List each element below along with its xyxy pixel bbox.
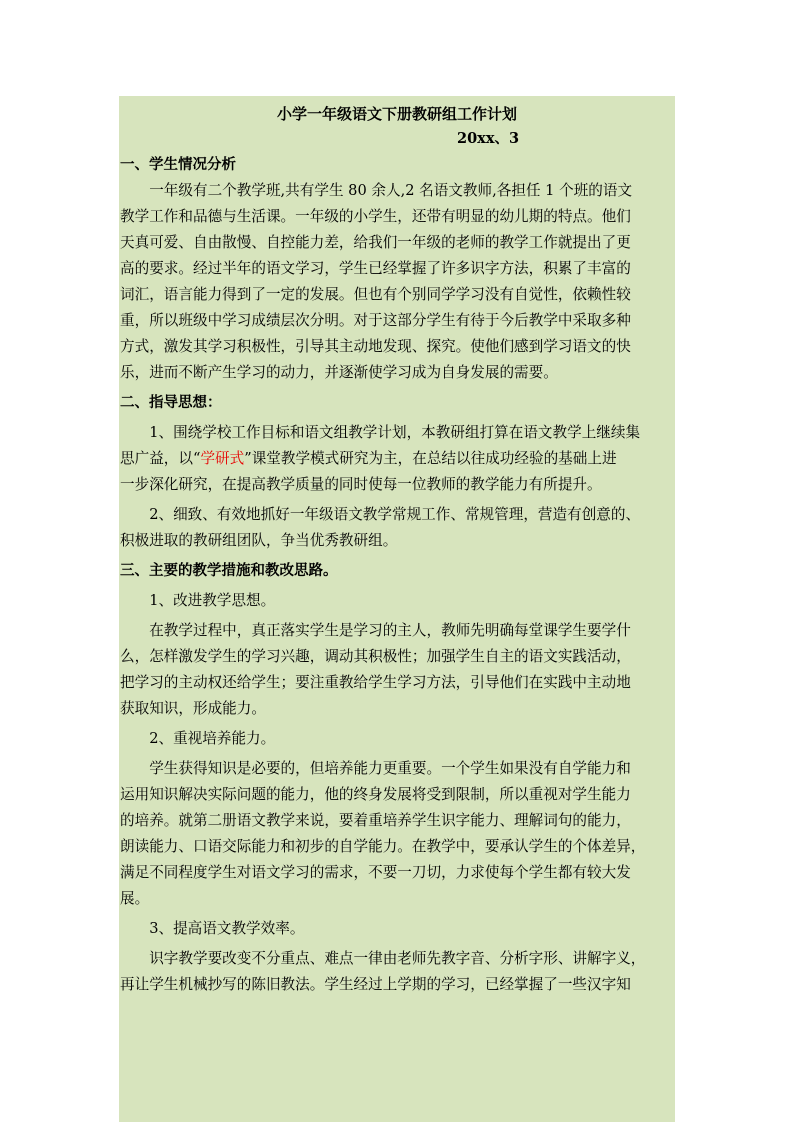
text-fragment: ”课堂教学模式研究为主，在总结以往成功经验的基础上进	[244, 450, 617, 467]
paragraph-line: 么，怎样激发学生的学习兴趣，调动其积极性；加强学生自主的语文实践活动，	[120, 648, 631, 665]
subheading-1: 1、改进教学思想。	[149, 592, 276, 609]
section-heading-2: 二、指导思想：	[120, 394, 222, 411]
section2-item-2	[120, 502, 674, 554]
section-heading-3: 三、主要的教学措施和教改思路。	[120, 562, 338, 579]
paragraph-line: 1、围绕学校工作目标和语文组教学计划，本教研组打算在语文教学上继续集	[149, 424, 641, 441]
section3-paragraph-3	[120, 946, 674, 998]
paragraph-line: 一步深化研究，在提高教学质量的同时使每一位教师的教学能力有所提升。	[120, 476, 602, 493]
paragraph-line: 展。	[120, 890, 150, 907]
paragraph-line: 学生获得知识是必要的，但培养能力更重要。一个学生如果没有自学能力和	[149, 760, 631, 777]
text-fragment: 思广益，以“	[120, 450, 201, 467]
paragraph-line: 一年级有二个教学班,共有学生 80 余人,2 名语文教师,各担任 1 个班的语文	[149, 182, 633, 199]
subheading-3: 3、提高语文教学效率。	[149, 920, 305, 937]
section3-paragraph-2	[120, 756, 674, 912]
paragraph-line: 再让学生机械抄写的陈旧教法。学生经过上学期的学习，已经掌握了一些汉字知	[120, 976, 631, 993]
paragraph-line: 教学工作和品德与生活课。一年级的小学生，还带有明显的幼儿期的特点。他们	[120, 208, 631, 225]
paragraph-line: 获取知识，形成能力。	[120, 700, 266, 717]
paragraph-line: 满足不同程度学生对语文学习的需求，不要一刀切，力求使每个学生都有较大发	[120, 864, 631, 881]
paragraph-line: 的培养。就第二册语文教学来说，要着重培养学生识字能力、理解词句的能力，	[120, 812, 631, 829]
document-body	[119, 96, 675, 1122]
paragraph-line: 乐，进而不断产生学习的动力，并逐渐使学习成为自身发展的需要。	[120, 364, 558, 381]
paragraph-line	[120, 446, 674, 472]
document-date: 20xx、3	[457, 130, 520, 147]
section-heading-1: 一、学生情况分析	[120, 156, 236, 173]
paragraph-line: 天真可爱、自由散慢、自控能力差，给我们一年级的老师的教学工作就提出了更	[120, 234, 631, 251]
paragraph-line: 词汇，语言能力得到了一定的发展。但也有个别同学学习没有自觉性，依赖性较	[120, 286, 631, 303]
paragraph-line: 积极进取的教研组团队，争当优秀教研组。	[120, 532, 398, 549]
paragraph-line: 在教学过程中，真正落实学生是学习的主人，教师先明确每堂课学生要学什	[149, 622, 631, 639]
paragraph-line: 2、细致、有效地抓好一年级语文教学常规工作、常规管理，营造有创意的、	[149, 506, 641, 523]
paragraph-line: 高的要求。经过半年的语文学习，学生已经掌握了许多识字方法，积累了丰富的	[120, 260, 631, 277]
document-title: 小学一年级语文下册教研组工作计划	[276, 105, 517, 123]
subheading-2: 2、重视培养能力。	[149, 730, 276, 747]
paragraph-line: 朗读能力、口语交际能力和初步的自学能力。在教学中，要承认学生的个体差异，	[120, 838, 646, 855]
section3-paragraph-1	[120, 618, 674, 722]
paragraph-line: 运用知识解决实际问题的能力，他的终身发展将受到限制，所以重视对学生能力	[120, 786, 631, 803]
paragraph-line: 方式，激发其学习积极性，引导其主动地发现、探究。使他们感到学习语文的快	[120, 338, 631, 355]
paragraph-line: 重，所以班级中学习成绩层次分明。对于这部分学生有待于今后教学中采取多种	[120, 312, 631, 329]
section1-paragraph	[120, 178, 674, 386]
section2-item-1	[120, 420, 674, 498]
paragraph-line: 把学习的主动权还给学生；要注重教给学生学习方法，引导他们在实践中主动地	[120, 674, 631, 691]
paragraph-line: 识字教学要改变不分重点、难点一律由老师先教字音、分析字形、讲解字义，	[149, 950, 646, 967]
highlighted-term: 学研式	[200, 450, 245, 467]
